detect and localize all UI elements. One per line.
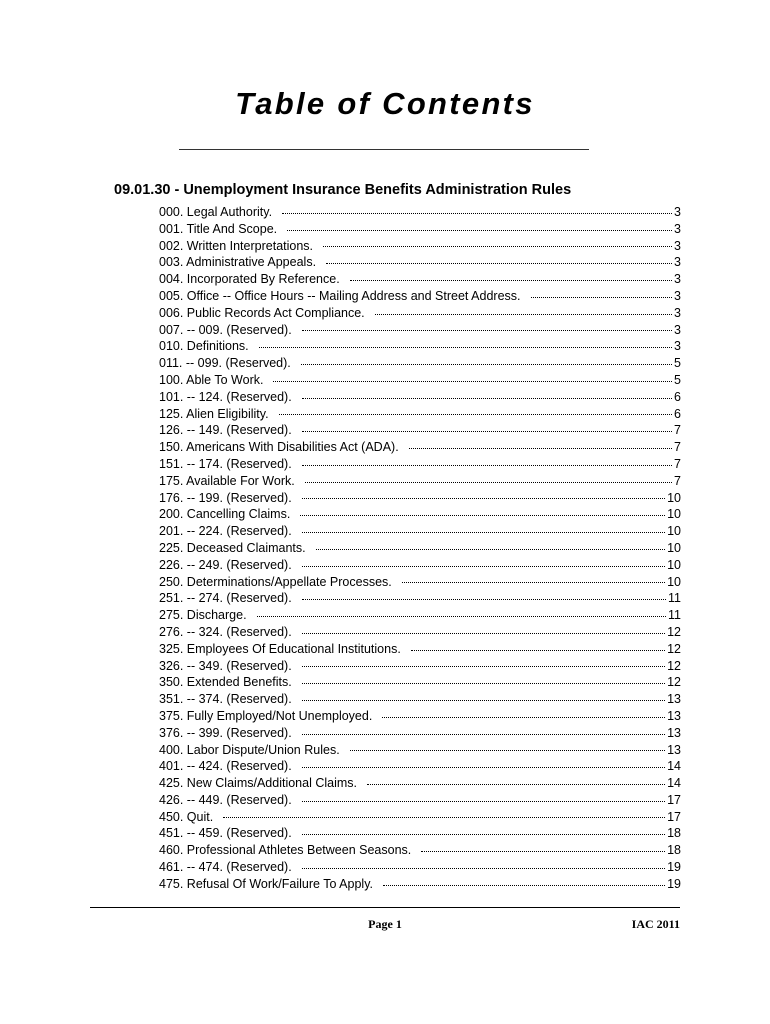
toc-entry-page-number: 3 — [674, 339, 681, 354]
toc-entry[interactable] — [159, 658, 681, 675]
toc-dot-leader — [301, 364, 672, 365]
toc-entry-label: 450. Quit. — [159, 809, 214, 824]
toc-dot-leader — [402, 582, 665, 583]
toc-entry[interactable] — [159, 758, 681, 775]
toc-dot-leader — [302, 767, 665, 768]
toc-entry-page-number: 13 — [667, 725, 681, 740]
toc-entry-page-number: 10 — [667, 507, 681, 522]
toc-entry-label: 276. -- 324. (Reserved). — [159, 624, 292, 639]
toc-entry[interactable] — [159, 221, 681, 238]
toc-entry-page-number: 7 — [674, 423, 681, 438]
title-divider — [179, 149, 589, 150]
toc-entry-label: 001. Title And Scope. — [159, 221, 278, 236]
toc-entry-page-number: 7 — [674, 456, 681, 471]
toc-dot-leader — [302, 330, 672, 331]
toc-entry-label: 351. -- 374. (Reserved). — [159, 692, 292, 707]
toc-entry-label: 004. Incorporated By Reference. — [159, 272, 340, 287]
toc-entry-page-number: 10 — [667, 574, 681, 589]
toc-entry-page-number: 18 — [667, 826, 681, 841]
toc-entry-page-number: 10 — [667, 557, 681, 572]
toc-entry-page-number: 19 — [667, 860, 681, 875]
toc-entry-label: 326. -- 349. (Reserved). — [159, 658, 292, 673]
toc-entry[interactable] — [159, 506, 681, 523]
toc-entry-label: 010. Definitions. — [159, 339, 249, 354]
toc-entry[interactable] — [159, 742, 681, 759]
toc-entry-label: 425. New Claims/Additional Claims. — [159, 776, 357, 791]
toc-entry-label: 125. Alien Eligibility. — [159, 406, 269, 421]
toc-entry-label: 451. -- 459. (Reserved). — [159, 826, 292, 841]
toc-entry[interactable] — [159, 825, 681, 842]
toc-dot-leader — [421, 851, 665, 852]
toc-entry-page-number: 5 — [674, 372, 681, 387]
toc-entry-page-number: 12 — [667, 675, 681, 690]
toc-dot-leader — [302, 700, 665, 701]
toc-entry-page-number: 7 — [674, 440, 681, 455]
toc-entry-label: 251. -- 274. (Reserved). — [159, 591, 292, 606]
toc-dot-leader — [326, 263, 672, 264]
toc-dot-leader — [367, 784, 665, 785]
toc-dot-leader — [300, 515, 665, 516]
toc-entry[interactable] — [159, 574, 681, 591]
toc-entry-page-number: 10 — [667, 490, 681, 505]
toc-entry[interactable] — [159, 238, 681, 255]
toc-dot-leader — [259, 347, 672, 348]
toc-entry-page-number: 11 — [668, 608, 681, 623]
toc-entry[interactable] — [159, 540, 681, 557]
toc-entry-page-number: 6 — [674, 389, 681, 404]
footer-page-number: Page 1 — [368, 917, 402, 931]
toc-entry[interactable] — [159, 490, 681, 507]
page-title: Table of Contents — [235, 86, 535, 121]
toc-entry-page-number: 7 — [674, 473, 681, 488]
toc-entry-label: 176. -- 199. (Reserved). — [159, 490, 292, 505]
toc-entry-page-number: 13 — [667, 692, 681, 707]
toc-entry-label: 426. -- 449. (Reserved). — [159, 792, 292, 807]
toc-entry[interactable] — [159, 624, 681, 641]
toc-entry[interactable] — [159, 641, 681, 658]
toc-entry-label: 376. -- 399. (Reserved). — [159, 725, 292, 740]
toc-entry-page-number: 3 — [674, 205, 681, 219]
toc-dot-leader — [411, 650, 665, 651]
toc-entry[interactable] — [159, 842, 681, 859]
toc-entry-label: 006. Public Records Act Compliance. — [159, 305, 365, 320]
toc-entry[interactable] — [159, 674, 681, 691]
toc-entry[interactable] — [159, 338, 681, 355]
toc-entry[interactable] — [159, 422, 681, 439]
toc-entry[interactable] — [159, 473, 681, 490]
toc-entry-label: 461. -- 474. (Reserved). — [159, 860, 292, 875]
toc-dot-leader — [375, 314, 672, 315]
toc-entry-page-number: 14 — [667, 776, 681, 791]
toc-entry[interactable] — [159, 590, 681, 607]
toc-dot-leader — [302, 566, 665, 567]
footer-document-code: IAC 2011 — [631, 917, 680, 931]
toc-entry-label: 201. -- 224. (Reserved). — [159, 524, 292, 539]
toc-entry-page-number: 12 — [667, 658, 681, 673]
toc-dot-leader — [383, 885, 665, 886]
toc-dot-leader — [302, 633, 665, 634]
toc-entry[interactable] — [159, 254, 681, 271]
toc-dot-leader — [302, 498, 665, 499]
toc-entry-label: 000. Legal Authority. — [159, 205, 273, 219]
toc-entry-page-number: 6 — [674, 406, 681, 421]
toc-entry[interactable] — [159, 523, 681, 540]
toc-entry[interactable] — [159, 775, 681, 792]
toc-entry-page-number: 3 — [674, 272, 681, 287]
toc-dot-leader — [279, 414, 672, 415]
toc-entry-label: 150. Americans With Disabilities Act (ADA). — [159, 440, 399, 455]
toc-entry[interactable] — [159, 859, 681, 876]
toc-entry-label: 002. Written Interpretations. — [159, 238, 314, 253]
toc-dot-leader — [316, 549, 665, 550]
toc-entry-label: 005. Office -- Office Hours -- Mailing Address and Street Address. — [159, 288, 521, 303]
toc-entry-page-number: 3 — [674, 288, 681, 303]
toc-dot-leader — [350, 750, 665, 751]
toc-entry-page-number: 17 — [667, 792, 681, 807]
toc-entry-page-number: 19 — [667, 876, 681, 891]
toc-dot-leader — [302, 734, 665, 735]
toc-entry-page-number: 11 — [668, 591, 681, 606]
toc-dot-leader — [282, 213, 672, 214]
toc-dot-leader — [350, 280, 672, 281]
toc-dot-leader — [302, 683, 665, 684]
table-of-contents — [159, 204, 681, 893]
toc-dot-leader — [273, 381, 672, 382]
toc-dot-leader — [531, 297, 673, 298]
toc-entry[interactable] — [159, 406, 681, 423]
toc-dot-leader — [302, 666, 665, 667]
toc-dot-leader — [409, 448, 672, 449]
toc-entry-label: 350. Extended Benefits. — [159, 675, 292, 690]
toc-entry-page-number: 14 — [667, 759, 681, 774]
toc-entry[interactable] — [159, 389, 681, 406]
toc-entry-label: 475. Refusal Of Work/Failure To Apply. — [159, 876, 373, 891]
toc-entry-page-number: 3 — [674, 238, 681, 253]
toc-dot-leader — [302, 532, 665, 533]
toc-entry[interactable] — [159, 876, 681, 893]
toc-entry[interactable] — [159, 607, 681, 624]
toc-entry-label: 011. -- 099. (Reserved). — [159, 356, 291, 371]
chapter-heading: 09.01.30 - Unemployment Insurance Benefits Administration Rules — [114, 182, 572, 198]
toc-entry-label: 175. Available For Work. — [159, 473, 295, 488]
toc-entry-label: 003. Administrative Appeals. — [159, 255, 317, 270]
toc-entry-label: 226. -- 249. (Reserved). — [159, 557, 292, 572]
toc-entry-page-number: 3 — [674, 305, 681, 320]
toc-entry-label: 101. -- 124. (Reserved). — [159, 389, 292, 404]
toc-entry-label: 151. -- 174. (Reserved). — [159, 456, 292, 471]
toc-entry-label: 400. Labor Dispute/Union Rules. — [159, 742, 340, 757]
toc-entry-label: 126. -- 149. (Reserved). — [159, 423, 292, 438]
toc-entry-label: 375. Fully Employed/Not Unemployed. — [159, 708, 373, 723]
toc-entry[interactable] — [159, 355, 681, 372]
toc-entry[interactable] — [159, 288, 681, 305]
toc-entry-page-number: 12 — [667, 624, 681, 639]
toc-entry[interactable] — [159, 809, 681, 826]
toc-entry-label: 100. Able To Work. — [159, 372, 264, 387]
toc-entry[interactable] — [159, 691, 681, 708]
footer-divider — [90, 907, 680, 908]
toc-entry[interactable] — [159, 439, 681, 456]
toc-dot-leader — [302, 398, 672, 399]
toc-entry-page-number: 18 — [667, 843, 681, 858]
toc-entry[interactable] — [159, 372, 681, 389]
toc-dot-leader — [323, 246, 672, 247]
toc-dot-leader — [302, 868, 665, 869]
toc-dot-leader — [382, 717, 665, 718]
toc-entry[interactable] — [159, 708, 681, 725]
toc-entry-label: 275. Discharge. — [159, 608, 247, 623]
toc-dot-leader — [302, 431, 672, 432]
toc-entry-page-number: 3 — [674, 322, 681, 337]
toc-entry[interactable] — [159, 305, 681, 322]
toc-entry-label: 225. Deceased Claimants. — [159, 540, 306, 555]
toc-entry-page-number: 12 — [667, 641, 681, 656]
toc-dot-leader — [287, 230, 672, 231]
toc-entry-page-number: 10 — [667, 524, 681, 539]
toc-entry-page-number: 13 — [667, 708, 681, 723]
toc-entry-label: 250. Determinations/Appellate Processes. — [159, 574, 392, 589]
toc-entry[interactable] — [159, 456, 681, 473]
toc-entry-page-number: 3 — [674, 255, 681, 270]
toc-dot-leader — [302, 465, 672, 466]
toc-entry-label: 401. -- 424. (Reserved). — [159, 759, 292, 774]
toc-dot-leader — [302, 599, 666, 600]
toc-entry[interactable] — [159, 322, 681, 339]
toc-entry[interactable] — [159, 792, 681, 809]
toc-entry-label: 325. Employees Of Educational Institutions. — [159, 641, 401, 656]
toc-entry-page-number: 13 — [667, 742, 681, 757]
toc-entry[interactable] — [159, 204, 681, 221]
toc-entry-label: 007. -- 009. (Reserved). — [159, 322, 292, 337]
toc-entry-label: 200. Cancelling Claims. — [159, 507, 291, 522]
toc-entry-label: 460. Professional Athletes Between Seasons. — [159, 843, 412, 858]
toc-dot-leader — [223, 817, 665, 818]
toc-entry-page-number: 3 — [674, 221, 681, 236]
toc-dot-leader — [302, 834, 665, 835]
toc-dot-leader — [302, 801, 665, 802]
toc-dot-leader — [305, 482, 672, 483]
toc-entry-page-number: 17 — [667, 809, 681, 824]
toc-entry[interactable] — [159, 271, 681, 288]
toc-entry-page-number: 10 — [667, 540, 681, 555]
toc-entry-page-number: 5 — [674, 356, 681, 371]
toc-dot-leader — [257, 616, 666, 617]
toc-entry[interactable] — [159, 725, 681, 742]
toc-entry[interactable] — [159, 557, 681, 574]
